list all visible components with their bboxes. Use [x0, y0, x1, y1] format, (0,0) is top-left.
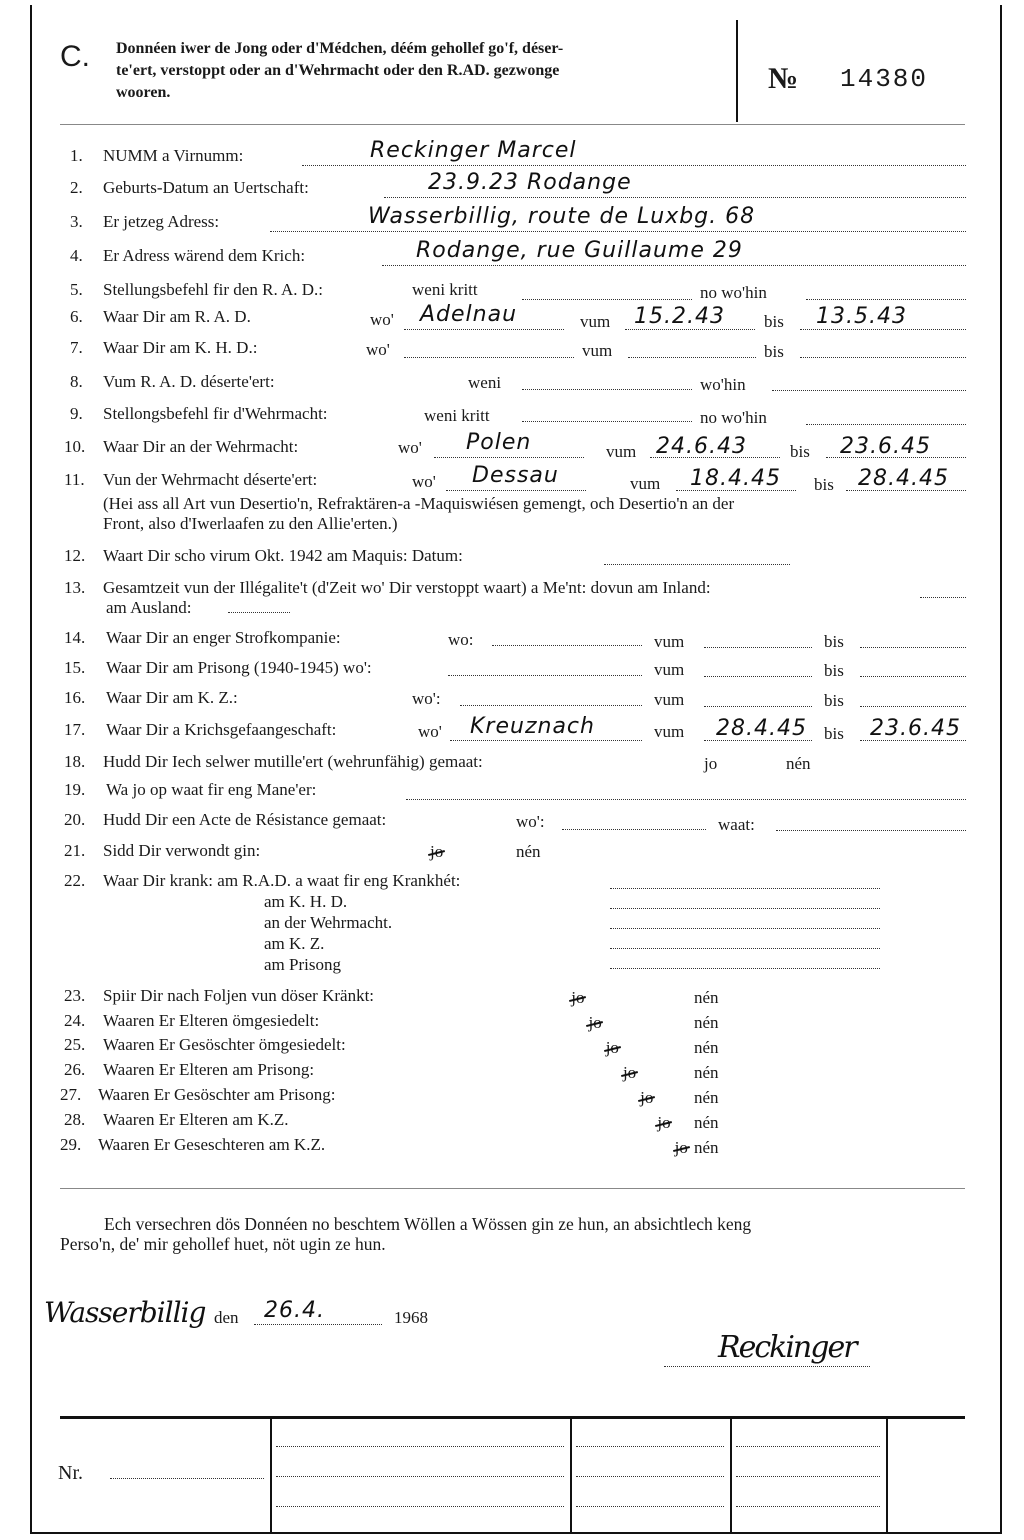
- item-label: Vum R. A. D. déserte'ert:: [103, 372, 275, 391]
- handwritten-date: 26.4.: [264, 1298, 325, 1323]
- waat-label: waat:: [718, 815, 755, 834]
- fill-line: [860, 647, 966, 648]
- item-label: Er jetzeg Adress:: [103, 212, 220, 231]
- fill-line: [610, 928, 880, 929]
- bis-label: bis: [824, 661, 844, 680]
- item-number: 12.: [64, 546, 86, 565]
- fill-line: [382, 265, 966, 266]
- item-number: 5.: [70, 280, 83, 299]
- fill-line: [576, 1446, 724, 1447]
- fill-line: [860, 676, 966, 677]
- desertion-note-1: (Hei ass all Art vun Desertio'n, Refraktären-a -Maquiswiésen gemengt, och Desertio'n an der: [103, 494, 735, 513]
- item-number: 11.: [64, 470, 85, 489]
- item-label: Er Adress wärend dem Krich:: [103, 246, 306, 265]
- nen-option: nén: [694, 1113, 719, 1132]
- nen-option: nén: [694, 1138, 719, 1157]
- item-number: 1.: [70, 146, 83, 165]
- item-number: 20.: [64, 810, 86, 829]
- item-label: Waaren Er Geseschteren am K.Z.: [98, 1135, 326, 1154]
- item-number: 8.: [70, 372, 83, 391]
- nr-label: Nr.: [58, 1462, 83, 1484]
- item-number: 28.: [64, 1110, 86, 1129]
- wo-label: wo': [370, 310, 394, 329]
- item-number: 25.: [64, 1035, 86, 1054]
- fill-line: [276, 1506, 564, 1507]
- handwritten-desertion-from: 18.4.45: [690, 466, 781, 491]
- item-label: Gesamtzeit vun der Illégalite't (d'Zeit wo' Dir verstoppt waart) a Me'nt: dovun am Inland:: [103, 578, 711, 597]
- header-line-3: wooren.: [116, 84, 171, 101]
- item-label: Waaren Er Elteren ömgesiedelt:: [103, 1011, 320, 1030]
- jo-option-struck: jo: [640, 1088, 654, 1107]
- fill-line: [610, 948, 880, 949]
- vum-label: vum: [580, 312, 611, 331]
- vum-label: vum: [582, 341, 613, 360]
- fill-line: [920, 597, 966, 598]
- fill-line: [610, 908, 880, 909]
- vum-label: vum: [606, 442, 637, 461]
- handwritten-desertion-to: 28.4.45: [858, 466, 949, 491]
- footer-col-divider-2: [570, 1419, 572, 1532]
- jo-option-struck: jo: [622, 1063, 637, 1082]
- nen-option: nén: [694, 1038, 719, 1057]
- wo-label: wo:: [448, 630, 474, 649]
- bis-label: bis: [764, 342, 784, 361]
- fill-line: [806, 299, 966, 300]
- item-label-abroad: am Ausland:: [106, 598, 192, 617]
- fill-line: [800, 329, 966, 330]
- item-label: Waar Dir am K. Z.:: [106, 688, 238, 707]
- fill-line: [110, 1478, 264, 1479]
- wo-label: wo':: [412, 689, 441, 708]
- handwritten-birth: 23.9.23 Rodange: [428, 170, 632, 195]
- footer-col-divider-3: [730, 1419, 732, 1532]
- footer-col-divider-4: [886, 1419, 888, 1532]
- jo-option-struck: jo: [674, 1138, 688, 1157]
- fill-line: [276, 1446, 564, 1447]
- item-label: Vun der Wehrmacht déserte'ert:: [103, 470, 318, 489]
- item-number: 4.: [70, 246, 83, 265]
- jo-option-struck: jo: [605, 1038, 619, 1057]
- left-border: [30, 5, 32, 1533]
- header-line-2: te'ert, verstoppt oder an d'Wehrmacht oder den R.AD. gezwonge: [116, 62, 560, 79]
- header-rule: [60, 124, 965, 125]
- fill-line: [522, 299, 692, 300]
- item-label: Waart Dir scho virum Okt. 1942 am Maquis: Datum:: [103, 546, 463, 565]
- handwritten-place: Wasserbillig: [44, 1296, 206, 1329]
- item-label: Wa jo op waat fir eng Mane'er:: [106, 780, 317, 799]
- item-label: Geburts-Datum an Uertschaft:: [103, 178, 309, 197]
- fill-line: [276, 1476, 564, 1477]
- fill-line: [772, 390, 966, 391]
- form-number: 14380: [840, 64, 929, 94]
- handwritten-wehrmacht-place: Polen: [466, 430, 532, 455]
- bottom-border: [30, 1532, 1002, 1534]
- item-label: Waar Dir an der Wehrmacht:: [103, 437, 299, 456]
- den-label: den: [214, 1308, 239, 1327]
- fill-line: [446, 490, 586, 491]
- handwritten-address: Wasserbillig, route de Luxbg. 68: [368, 204, 756, 229]
- wo-label: wo': [366, 340, 390, 359]
- declaration-line-2: Perso'n, de' mir gehollef huet, nöt ugin ze hun.: [60, 1234, 386, 1254]
- item-number: 9.: [70, 404, 83, 423]
- handwritten-desertion-place: Dessau: [472, 463, 559, 488]
- item-label: Spiir Dir nach Foljen vun döser Kränkt:: [103, 986, 375, 1005]
- handwritten-war-address: Rodange, rue Guillaume 29: [416, 238, 743, 263]
- nen-option: nén: [516, 842, 541, 861]
- signature-line: [664, 1366, 870, 1367]
- nen-option: nén: [694, 1088, 719, 1107]
- fill-line: [736, 1506, 880, 1507]
- jo-option-struck: jo: [571, 988, 585, 1007]
- item-label: Waaren Er Gesöschter am Prisong:: [98, 1085, 336, 1104]
- vum-label: vum: [654, 632, 685, 651]
- fill-line: [736, 1476, 880, 1477]
- item-number: 29.: [60, 1135, 82, 1154]
- footer-col-divider-1: [270, 1419, 272, 1532]
- jo-option-struck: jo: [657, 1113, 671, 1132]
- handwritten-name: Reckinger Marcel: [370, 138, 577, 163]
- fill-line: [522, 389, 692, 390]
- item-number: 22.: [64, 871, 86, 890]
- fill-line: [404, 329, 564, 330]
- bis-label: bis: [824, 691, 844, 710]
- item-number: 24.: [64, 1011, 86, 1030]
- no-wohin-label: no wo'hin: [700, 283, 767, 302]
- handwritten-pow-place: Kreuznach: [470, 714, 595, 739]
- number-symbol: №: [768, 62, 799, 95]
- fill-line: [228, 612, 290, 613]
- item-label: Stellungsbefehl fir den R. A. D.:: [103, 280, 324, 299]
- fill-line: [254, 1324, 382, 1325]
- item-label: Waar Dir a Krichsgefaangeschaft:: [106, 720, 337, 739]
- item-label: Waar Dir am Prisong (1940-1945) wo':: [106, 658, 372, 677]
- handwritten-rad-place: Adelnau: [420, 302, 518, 327]
- item-number: 19.: [64, 780, 86, 799]
- item-number: 10.: [64, 437, 86, 456]
- item-label: Waaren Er Elteren am K.Z.: [103, 1110, 289, 1129]
- fill-line: [434, 457, 584, 458]
- item-number: 13.: [64, 578, 86, 597]
- wo-label: wo': [412, 472, 436, 491]
- fill-line: [492, 645, 642, 646]
- vum-label: vum: [654, 722, 685, 741]
- item-label: Waar Dir an enger Strofkompanie:: [106, 628, 341, 647]
- handwritten-pow-to: 23.6.45: [870, 716, 961, 741]
- item-label: Hudd Dir Iech selwer mutille'ert (wehrunfähig) gemaat:: [103, 752, 483, 771]
- jo-option-struck: jo: [430, 842, 444, 861]
- fill-line: [384, 197, 966, 198]
- fill-line: [736, 1446, 880, 1447]
- bis-label: bis: [814, 475, 834, 494]
- item-number: 2.: [70, 178, 83, 197]
- handwritten-rad-from: 15.2.43: [634, 304, 725, 329]
- vum-label: vum: [630, 474, 661, 493]
- jo-option: jo: [704, 754, 718, 773]
- fill-line: [522, 421, 692, 422]
- vum-label: vum: [654, 660, 685, 679]
- fill-line: [776, 830, 966, 831]
- fill-line: [576, 1476, 724, 1477]
- weni-kritt-label: weni kritt: [424, 406, 490, 425]
- declaration-line-1: Ech versechren dös Donnéen no beschtem Wöllen a Wössen gin ze hun, an absichtlech keng: [104, 1214, 752, 1234]
- fill-line: [604, 564, 790, 565]
- section-rule: [60, 1188, 965, 1189]
- illness-sub-3: am K. Z.: [264, 934, 325, 953]
- item-number: 18.: [64, 752, 86, 771]
- item-number: 26.: [64, 1060, 86, 1079]
- handwritten-wehrmacht-to: 23.6.45: [840, 434, 931, 459]
- weni-label: weni: [468, 373, 502, 392]
- wo-label: wo': [418, 722, 442, 741]
- wohin-label: wo'hin: [700, 375, 746, 394]
- item-label: Waaren Er Gesöschter ömgesiedelt:: [103, 1035, 346, 1054]
- handwritten-pow-from: 28.4.45: [716, 716, 807, 741]
- fill-line: [404, 357, 574, 358]
- signature: Reckinger: [718, 1330, 856, 1365]
- bis-label: bis: [764, 312, 784, 331]
- nen-option: nén: [786, 754, 811, 773]
- item-label: NUMM a Virnumm:: [103, 146, 244, 165]
- item-number: 7.: [70, 338, 83, 357]
- nen-option: nén: [694, 1013, 719, 1032]
- desertion-note-2: Front, also d'Iwerlaafen zu den Allie'erten.): [103, 514, 398, 533]
- fill-line: [860, 706, 966, 707]
- item-label: Stellongsbefehl fir d'Wehrmacht:: [103, 404, 328, 423]
- item-label: Waaren Er Elteren am Prisong:: [103, 1060, 315, 1079]
- fill-line: [406, 799, 966, 800]
- fill-line: [704, 706, 812, 707]
- item-number: 16.: [64, 688, 86, 707]
- fill-line: [610, 888, 880, 889]
- fill-line: [576, 1506, 724, 1507]
- item-label: Hudd Dir een Acte de Résistance gemaat:: [103, 810, 387, 829]
- bis-label: bis: [790, 442, 810, 461]
- fill-line: [610, 968, 880, 969]
- no-wohin-label: no wo'hin: [700, 408, 767, 427]
- bis-label: bis: [824, 632, 844, 651]
- fill-line: [562, 829, 706, 830]
- illness-sub-4: am Prisong: [264, 955, 341, 974]
- year-label: 1968: [394, 1308, 428, 1327]
- item-label: Waar Dir am R. A. D.: [103, 307, 251, 326]
- wo-label: wo': [398, 438, 422, 457]
- item-number: 27.: [60, 1085, 82, 1104]
- item-label: Waar Dir am K. H. D.:: [103, 338, 258, 357]
- item-number: 14.: [64, 628, 86, 647]
- fill-line: [460, 705, 642, 706]
- fill-line: [628, 357, 756, 358]
- fill-line: [806, 424, 966, 425]
- fill-line: [302, 165, 966, 166]
- fill-line: [704, 676, 812, 677]
- right-border: [1000, 5, 1002, 1533]
- fill-line: [270, 231, 966, 232]
- wo-label: wo':: [516, 812, 545, 831]
- footer-rule-thick: [60, 1416, 965, 1419]
- item-label: Sidd Dir verwondt gin:: [103, 841, 261, 860]
- illness-sub-1: am K. H. D.: [264, 892, 348, 911]
- fill-line: [448, 675, 642, 676]
- bis-label: bis: [824, 724, 844, 743]
- section-letter: C.: [60, 40, 90, 73]
- fill-line: [450, 740, 642, 741]
- header-line-1: Donnéen iwer de Jong oder d'Médchen, déém gehollef go'f, déser-: [116, 40, 564, 57]
- jo-option-struck: jo: [588, 1013, 602, 1032]
- item-label: Waar Dir krank: am R.A.D. a waat fir eng Krankhét:: [103, 871, 461, 890]
- handwritten-wehrmacht-from: 24.6.43: [656, 434, 747, 459]
- item-number: 3.: [70, 212, 83, 231]
- fill-line: [625, 329, 755, 330]
- weni-kritt-label: weni kritt: [412, 280, 478, 299]
- handwritten-rad-to: 13.5.43: [816, 304, 907, 329]
- nen-option: nén: [694, 1063, 719, 1082]
- illness-sub-2: an der Wehrmacht.: [264, 913, 393, 932]
- item-number: 21.: [64, 841, 86, 860]
- nen-option: nén: [694, 988, 719, 1007]
- item-number: 23.: [64, 986, 86, 1005]
- vum-label: vum: [654, 690, 685, 709]
- fill-line: [704, 647, 812, 648]
- item-number: 15.: [64, 658, 86, 677]
- item-number: 6.: [70, 307, 83, 326]
- header-divider: [736, 20, 738, 122]
- fill-line: [800, 357, 966, 358]
- item-number: 17.: [64, 720, 86, 739]
